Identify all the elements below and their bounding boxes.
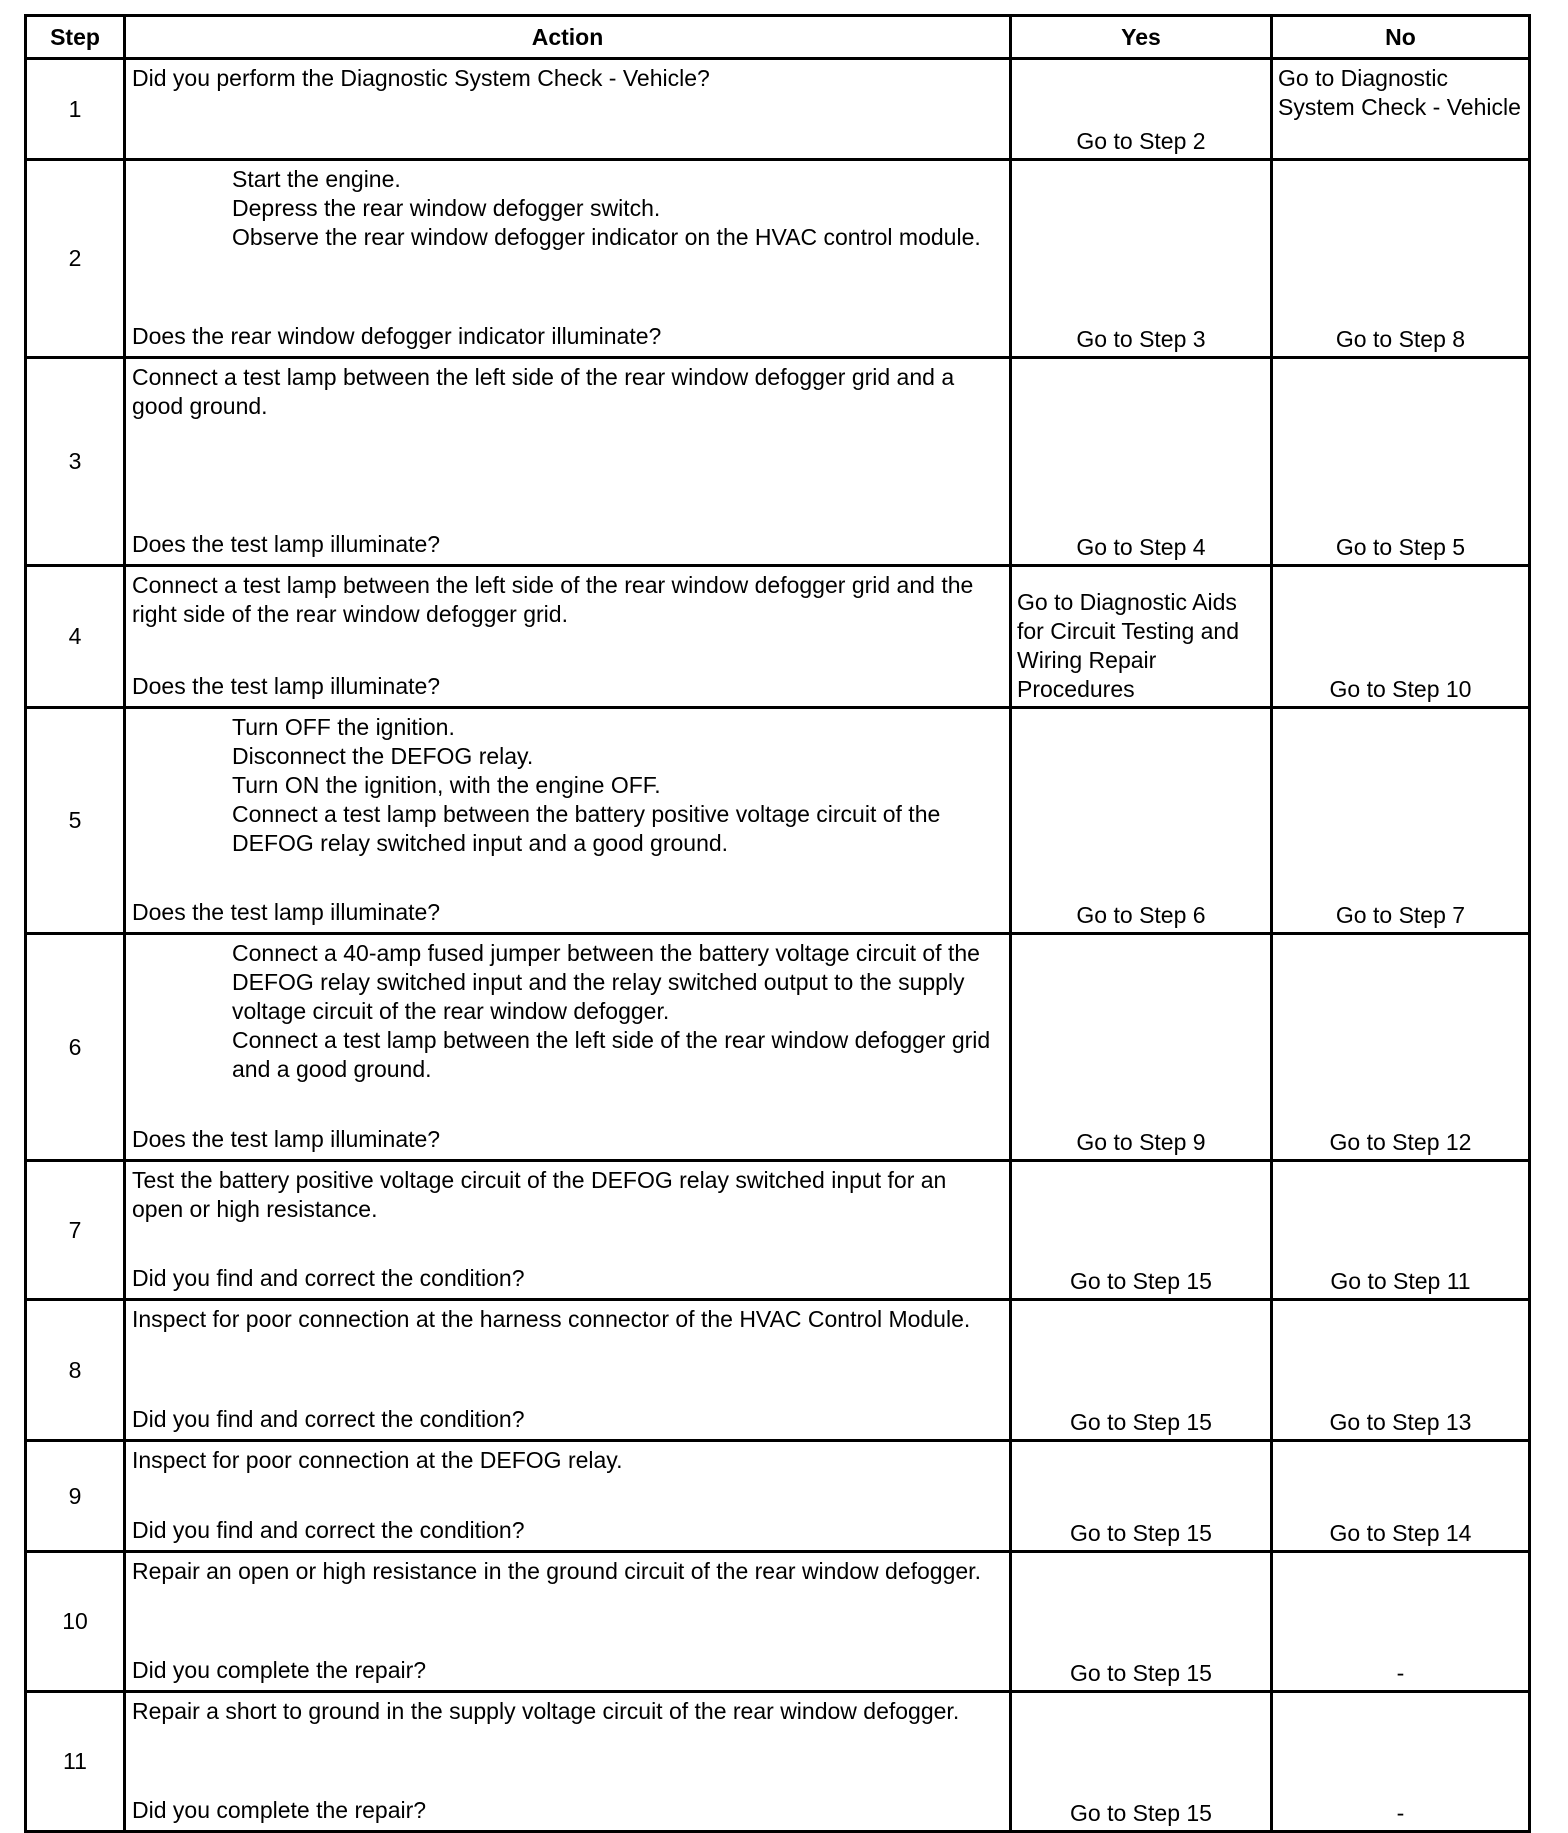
action-text: Repair a short to ground in the supply voltage circuit of the rear window defogger. [132,1698,960,1724]
step-number: 6 [26,934,125,1161]
yes-result: Go to Step 15 [1011,1692,1272,1832]
action-cell [125,1300,1011,1441]
header-row [26,16,1530,59]
table-row [26,1692,1530,1832]
no-result: Go to Diagnostic System Check - Vehicle [1272,59,1530,160]
action-cell [125,1161,1011,1300]
action-question: Did you find and correct the condition? [132,1265,525,1291]
step-number: 3 [26,358,125,566]
action-instructions [132,165,1003,252]
step-number: 9 [26,1441,125,1552]
yes-result: Go to Step 9 [1011,934,1272,1161]
no-result: Go to Step 10 [1272,566,1530,708]
header-yes: Yes [1011,16,1272,59]
action-text: Repair an open or high resistance in the ground circuit of the rear window defogger. [132,1558,981,1584]
no-result: - [1272,1552,1530,1692]
yes-result: Go to Step 15 [1011,1552,1272,1692]
action-question: Did you find and correct the condition? [132,1406,525,1432]
yes-result: Go to Step 6 [1011,708,1272,934]
action-text: Connect a test lamp between the left side of the rear window defogger grid and the right side of the rear window defogger grid. [132,572,974,627]
action-question: Does the test lamp illuminate? [132,531,441,557]
action-question: Does the test lamp illuminate? [132,899,441,925]
table-row [26,1300,1530,1441]
no-result: Go to Step 11 [1272,1161,1530,1300]
no-result: Go to Step 13 [1272,1300,1530,1441]
step-number: 5 [26,708,125,934]
table-row [26,566,1530,708]
table-row [26,160,1530,358]
yes-result: Go to Step 2 [1011,59,1272,160]
instruction-line: Turn ON the ignition, with the engine OFF. [232,772,661,798]
instruction-line: Observe the rear window defogger indicator on the HVAC control module. [232,224,981,250]
table-row [26,1441,1530,1552]
instruction-line: Connect a 40-amp fused jumper between the battery voltage circuit of the DEFOG relay switched input and the relay switched output to the supply voltage circuit of the rear window defogger. [232,940,980,1024]
table-row [26,934,1530,1161]
diagnostic-table [24,14,1531,1833]
no-result: Go to Step 7 [1272,708,1530,934]
no-result: Go to Step 12 [1272,934,1530,1161]
step-number: 11 [26,1692,125,1832]
action-cell [125,566,1011,708]
instruction-line: Start the engine. [232,166,401,192]
yes-result: Go to Diagnostic Aids for Circuit Testing and Wiring Repair Procedures [1011,566,1272,708]
step-number: 2 [26,160,125,358]
no-result: Go to Step 8 [1272,160,1530,358]
action-question: Did you complete the repair? [132,1797,427,1823]
action-question: Does the rear window defogger indicator illuminate? [132,323,662,349]
step-number: 8 [26,1300,125,1441]
table-row [26,708,1530,934]
action-question: Does the test lamp illuminate? [132,673,441,699]
action-question: Did you find and correct the condition? [132,1517,525,1543]
instruction-line: Disconnect the DEFOG relay. [232,743,534,769]
instruction-line: Turn OFF the ignition. [232,714,455,740]
action-cell [125,708,1011,934]
action-cell [125,934,1011,1161]
header-action: Action [125,16,1011,59]
header-step: Step [26,16,125,59]
action-text: Inspect for poor connection at the harness connector of the HVAC Control Module. [132,1306,971,1332]
yes-result: Go to Step 15 [1011,1161,1272,1300]
action-cell [125,160,1011,358]
action-cell [125,1441,1011,1552]
action-text: Connect a test lamp between the left side of the rear window defogger grid and a good ground. [132,364,955,419]
no-result: - [1272,1692,1530,1832]
yes-result: Go to Step 15 [1011,1441,1272,1552]
step-number: 7 [26,1161,125,1300]
table-row [26,1552,1530,1692]
step-number: 10 [26,1552,125,1692]
instruction-line: Depress the rear window defogger switch. [232,195,661,221]
action-question: Did you complete the repair? [132,1657,427,1683]
action-text: Test the battery positive voltage circuit of the DEFOG relay switched input for an open or high resistance. [132,1167,947,1222]
step-number: 4 [26,566,125,708]
yes-result: Go to Step 15 [1011,1300,1272,1441]
action-text: Did you perform the Diagnostic System Check - Vehicle? [132,65,710,91]
action-cell [125,59,1011,160]
table-row [26,59,1530,160]
instruction-line: Connect a test lamp between the left side of the rear window defogger grid and a good ground. [232,1027,991,1082]
step-number: 1 [26,59,125,160]
action-question: Does the test lamp illuminate? [132,1126,441,1152]
no-result: Go to Step 5 [1272,358,1530,566]
action-instructions [132,713,1003,858]
table-row [26,358,1530,566]
header-no: No [1272,16,1530,59]
action-cell [125,1692,1011,1832]
yes-result: Go to Step 4 [1011,358,1272,566]
action-text: Inspect for poor connection at the DEFOG relay. [132,1447,623,1473]
action-instructions [132,939,1003,1084]
action-cell [125,1552,1011,1692]
action-cell [125,358,1011,566]
no-result: Go to Step 14 [1272,1441,1530,1552]
table-row [26,1161,1530,1300]
yes-result: Go to Step 3 [1011,160,1272,358]
instruction-line: Connect a test lamp between the battery positive voltage circuit of the DEFOG relay switched input and a good ground. [232,801,941,856]
